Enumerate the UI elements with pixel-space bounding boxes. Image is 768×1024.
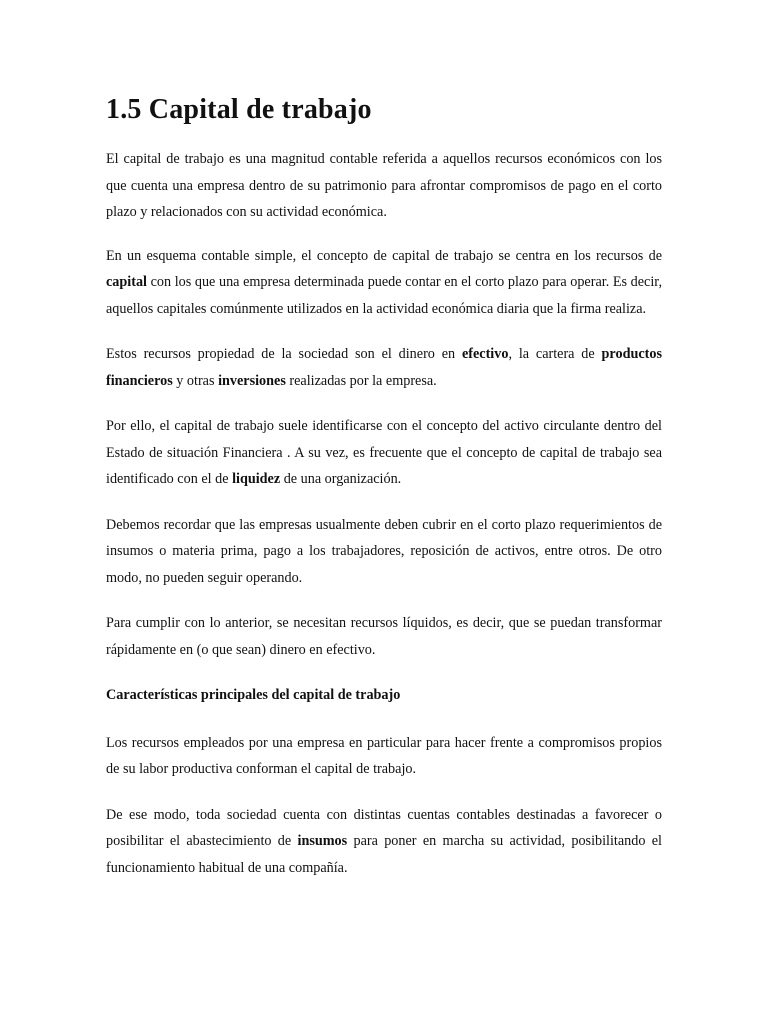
paragraph-text: El capital de trabajo es una magnitud contable referida a aquellos recursos económicos con los que cuenta una empresa dentro de su patrimonio para afrontar compromisos de pago en el corto plazo y relacionados con su actividad económica. [106,151,662,220]
paragraph-text: , la cartera de [508,346,602,362]
section-subheading: Características principales del capital de trabajo [106,687,401,703]
paragraph-text: para poner en marcha su actividad, posibilitando el funcionamiento habitual de una compañía. [106,833,662,876]
paragraph-recursos-empleados [106,730,662,783]
paragraph-definition [106,146,662,226]
bold-term-capital: capital [106,274,147,290]
paragraph-text: Debemos recordar que las empresas usualmente deben cubrir en el corto plazo requerimientos de insumos o materia prima, pago a los trabajadores, reposición de activos, entre otros. De otro modo, no pueden seguir operando. [106,516,662,586]
paragraph-recursos [106,341,662,394]
bold-term-efectivo: efectivo [461,346,509,362]
bold-term-liquidez: liquidez [232,471,281,487]
paragraph-text: Para cumplir con lo anterior, se necesitan recursos líquidos, es decir, que se puedan transformar rápidamente en (o que sean) dinero en efectivo. [106,615,662,658]
paragraph-text: realizadas por la empresa. [285,372,437,389]
document-title: 1.5 Capital de trabajo [106,94,372,125]
paragraph-activo-circulante [106,413,662,493]
paragraph-cuentas-contables [106,802,662,882]
paragraph-text: y otras [172,372,219,389]
bold-term-insumos: insumos [297,833,348,849]
paragraph-text: de una organización. [280,471,402,487]
paragraph-text: Los recursos empleados por una empresa en particular para hacer frente a compromisos propios de su labor productiva conforman el capital de trabajo. [106,734,662,777]
paragraph-text: con los que una empresa determinada puede contar en el corto plazo para operar. Es decir, aquellos capitales comúnmente utilizados en la actividad económica diaria que la firma realiza. [106,274,662,317]
bold-term-inversiones: inversiones [218,372,286,389]
paragraph-text: De ese modo, toda sociedad cuenta con distintas cuentas contables destinadas a favorecer o posibilitar el abastecimiento de [106,806,662,849]
document-page [106,92,662,898]
paragraph-debemos-recordar [106,512,662,592]
paragraph-text: Por ello, el capital de trabajo suele identificarse con el concepto del activo circulante dentro del Estado de situación Financiera . A su vez, es frecuente que el concepto de capital de trabajo sea identificado con el de [106,418,662,487]
bold-term-productos-financieros: productos financieros [106,346,662,389]
paragraph-text: Estos recursos propiedad de la sociedad son el dinero en [106,346,462,362]
paragraph-text: En un esquema contable simple, el concepto de capital de trabajo se centra en los recursos de [106,247,662,264]
paragraph-recursos-liquidos [106,610,662,663]
paragraph-esquema-contable [106,243,662,323]
